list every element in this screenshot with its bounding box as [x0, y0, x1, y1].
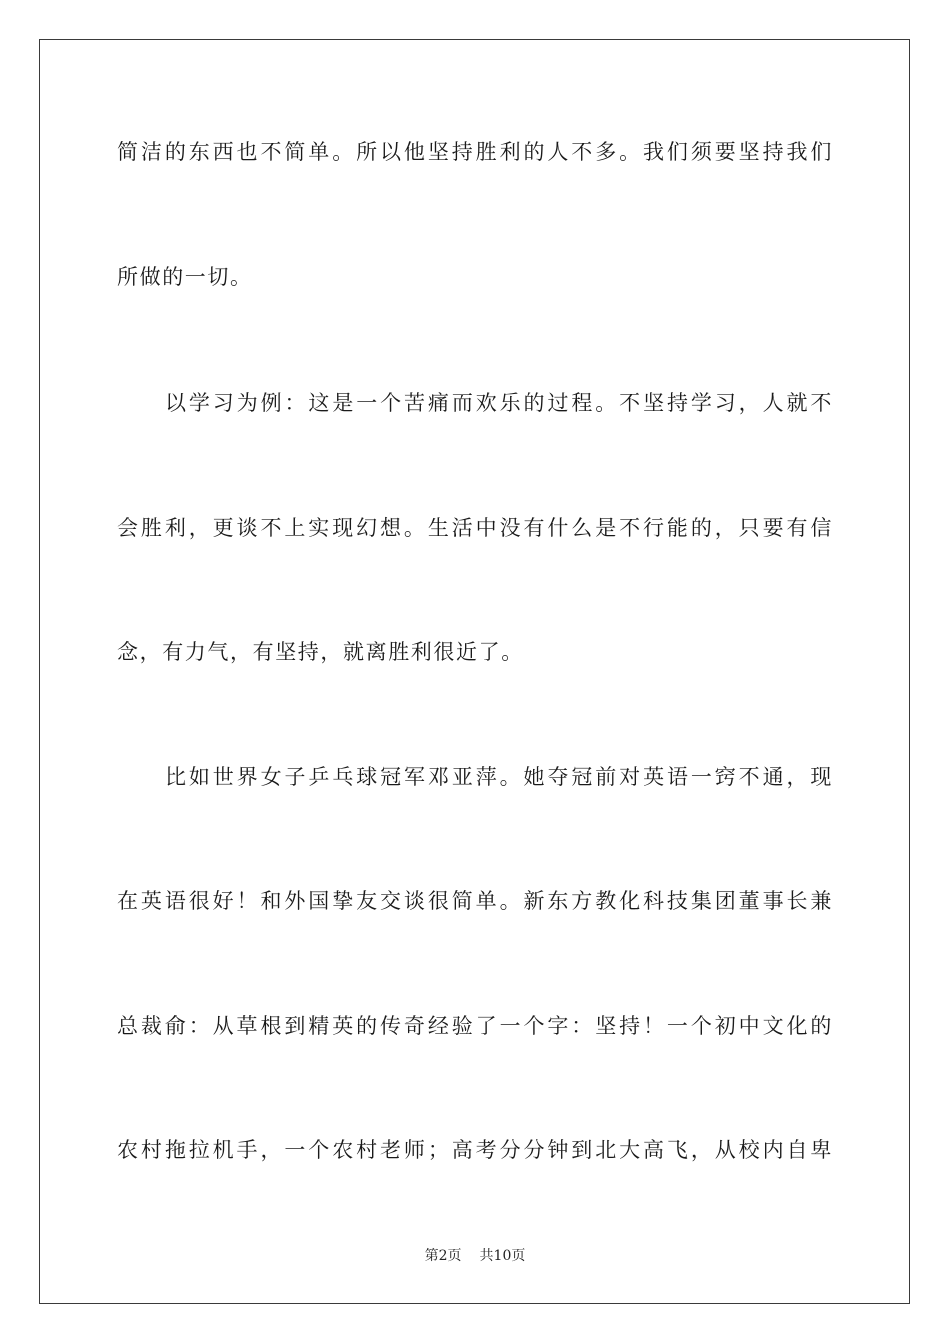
- page-total: 共10页: [479, 1248, 526, 1264]
- page-number: 第2页: [424, 1248, 462, 1264]
- body-line-3: 以学习为例：这是一个苦痛而欢乐的过程。不坚持学习，人就不: [165, 391, 833, 415]
- page-footer: [0, 1246, 950, 1266]
- body-line-1: 简洁的东西也不简单。所以他坚持胜利的人不多。我们须要坚持我们: [117, 140, 833, 164]
- body-line-7: 在英语很好！和外国挚友交谈很简单。新东方教化科技集团董事长兼: [117, 889, 833, 913]
- body-line-6: 比如世界女子乒乓球冠军邓亚萍。她夺冠前对英语一窍不通，现: [165, 765, 833, 789]
- body-line-5: 念，有力气，有坚持，就离胜利很近了。: [117, 640, 524, 664]
- page-frame: [39, 39, 910, 1304]
- body-line-4: 会胜利，更谈不上实现幻想。生活中没有什么是不行能的，只要有信: [117, 516, 833, 540]
- body-line-9: 农村拖拉机手，一个农村老师；高考分分钟到北大高飞，从校内自卑: [117, 1138, 833, 1162]
- body-line-8: 总裁俞：从草根到精英的传奇经验了一个字：坚持！一个初中文化的: [117, 1014, 833, 1038]
- body-line-2: 所做的一切。: [117, 265, 253, 289]
